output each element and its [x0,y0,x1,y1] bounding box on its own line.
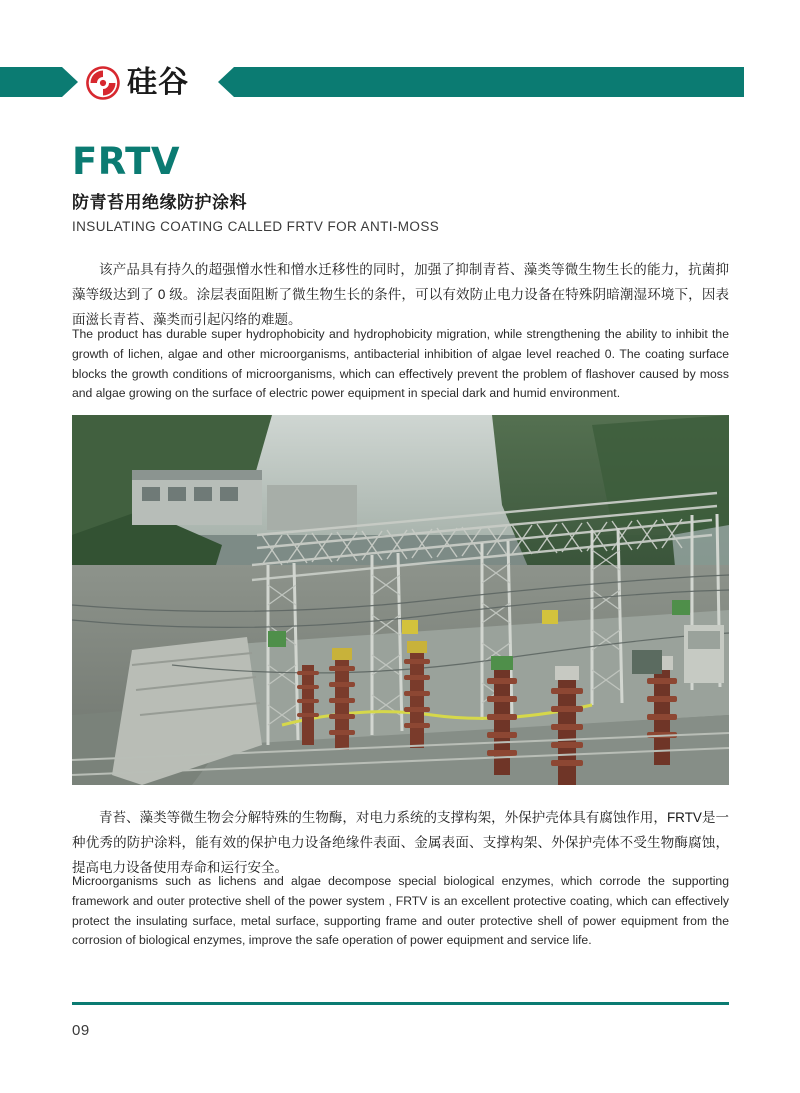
header-bar-left [0,67,78,97]
product-subtitle-cn: 防青苔用绝缘防护涂料 [72,192,247,212]
header-bar-right [218,67,744,97]
paragraph-2-cn: 青苔、藻类等微生物会分解特殊的生物酶，对电力系统的支撑构架，外保护壳体具有腐蚀作用，FRTV是一种优秀的防护涂料，能有效的保护电力设备绝缘件表面、金属表面、支撑构架、外保护壳体不受生物酶腐蚀，提高电力设备使用寿命和运行安全。 [72,810,729,875]
paragraph-1-cn: 该产品具有持久的超强憎水性和憎水迁移性的同时，加强了抑制青苔、藻类等微生物生长的能力，抗菌抑藻等级达到了 0 级。涂层表面阻断了微生物生长的条件，可以有效防止电力设备在特殊阴暗潮湿环境下，因表面滋长青苔、藻类而引起闪络的难题。 [72,262,729,327]
brand-name: 硅谷 [127,65,189,100]
footer-divider [72,1002,729,1005]
siliconvalley-logo-icon [86,66,120,100]
brand-logo [86,62,189,104]
substation-photo [72,415,729,785]
paragraph-1-en: The product has durable super hydrophobicity and hydrophobicity migration, while strengthening the ability to inhibit the growth of lichen, algae and other microorganisms, antibacterial inhibition of algae level reached 0. The coating surface blocks the growth conditions of microorganisms, which can effectively prevent the problem of flashover caused by moss and algae growing on the surface of electric power equipment in special dark and humid environment. [72,327,729,401]
title-block [72,140,732,234]
page-header [0,62,800,102]
paragraph-2-en: Microorganisms such as lichens and algae decompose special biological enzymes, which corrode the supporting framework and outer protective shell of the power system , FRTV is an excellent protective coating, which can effectively protect the insulating surface, metal surface, supporting frame and outer protective shell of power equipment from the corrosion of biological enzymes, improve the safe operation of power equipment and service life. [72,874,729,948]
product-subtitle-en: INSULATING COATING CALLED FRTV FOR ANTI-MOSS [72,218,440,234]
product-code: FRTV [72,140,180,183]
page-number: 09 [72,1022,90,1039]
